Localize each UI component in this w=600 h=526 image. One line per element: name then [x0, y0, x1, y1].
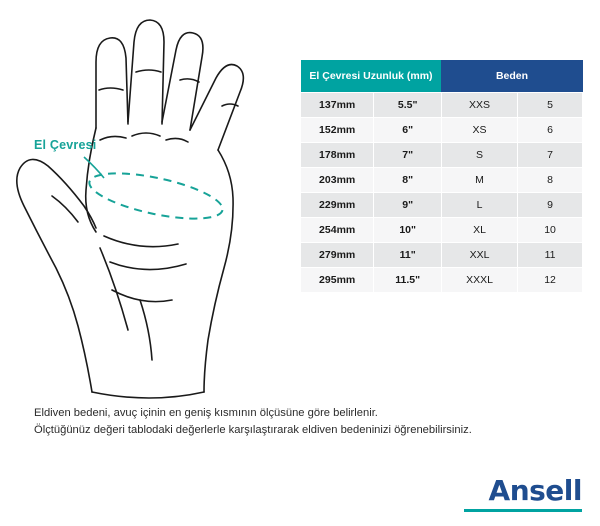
cell-number: 9 — [518, 193, 583, 218]
cell-inch: 11" — [374, 243, 442, 268]
cell-letter: XXL — [441, 243, 517, 268]
table-row — [301, 93, 583, 118]
hand-illustration — [0, 0, 300, 410]
cell-inch: 10" — [374, 218, 442, 243]
header-circumference: El Çevresi Uzunluk (mm) — [301, 60, 442, 93]
cell-inch: 9" — [374, 193, 442, 218]
table-row — [301, 193, 583, 218]
cell-inch: 7" — [374, 143, 442, 168]
header-size: Beden — [441, 60, 582, 93]
table-row — [301, 268, 583, 293]
cell-mm: 152mm — [301, 118, 374, 143]
cell-letter: XS — [441, 118, 517, 143]
size-table — [300, 60, 583, 293]
cell-number: 8 — [518, 168, 583, 193]
cell-mm: 137mm — [301, 93, 374, 118]
table-row — [301, 118, 583, 143]
brand-logo — [464, 474, 582, 512]
measure-ellipse — [86, 164, 227, 227]
brand-name: Ansell — [488, 474, 582, 507]
cell-letter: M — [441, 168, 517, 193]
cell-letter: XL — [441, 218, 517, 243]
cell-number: 7 — [518, 143, 583, 168]
cell-inch: 6" — [374, 118, 442, 143]
cell-letter: XXXL — [441, 268, 517, 293]
cell-mm: 229mm — [301, 193, 374, 218]
instructions-line-2: Ölçtüğünüz değeri tablodaki değerlerle karşılaştırarak eldiven bedeninizi öğrenebilirsiniz. — [34, 424, 472, 436]
cell-number: 10 — [518, 218, 583, 243]
table-row — [301, 243, 583, 268]
cell-inch: 8" — [374, 168, 442, 193]
table-header — [301, 60, 583, 93]
instructions-text — [34, 405, 579, 439]
cell-number: 6 — [518, 118, 583, 143]
cell-letter: XXS — [441, 93, 517, 118]
table-row — [301, 168, 583, 193]
cell-inch: 11.5" — [374, 268, 442, 293]
cell-letter: L — [441, 193, 517, 218]
cell-number: 11 — [518, 243, 583, 268]
brand-underline — [464, 509, 582, 512]
cell-letter: S — [441, 143, 517, 168]
table-body — [301, 93, 583, 293]
cell-mm: 254mm — [301, 218, 374, 243]
callout-label: El Çevresi — [34, 138, 97, 152]
hand-outline-svg — [0, 0, 300, 410]
cell-mm: 279mm — [301, 243, 374, 268]
cell-number: 5 — [518, 93, 583, 118]
cell-mm: 203mm — [301, 168, 374, 193]
cell-number: 12 — [518, 268, 583, 293]
table-row — [301, 218, 583, 243]
instructions-line-1: Eldiven bedeni, avuç içinin en geniş kısmının ölçüsüne göre belirlenir. — [34, 407, 378, 419]
cell-mm: 178mm — [301, 143, 374, 168]
cell-inch: 5.5" — [374, 93, 442, 118]
table-row — [301, 143, 583, 168]
cell-mm: 295mm — [301, 268, 374, 293]
